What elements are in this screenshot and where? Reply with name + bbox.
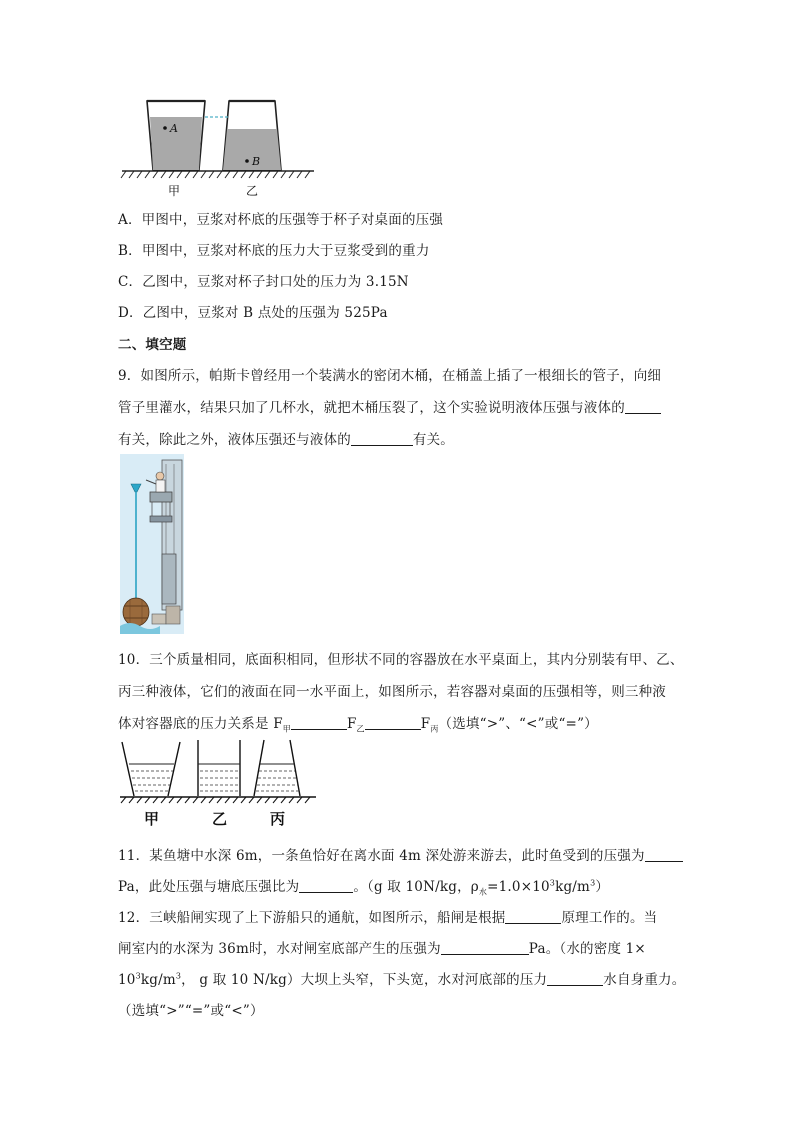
q11-line1 [118,844,683,864]
q12-line3-end: 水自身重力。 [603,972,686,988]
q12-blank-1[interactable] [505,909,561,924]
q11-close: ） [595,879,610,895]
q11-exp-3a: 3 [549,878,556,888]
q12-line2-text: 闸室内的水深为 36m时，水对闸室底部产生的压强为 [118,941,441,957]
q10-line3-end: （选填“>”、“<”或“=”） [438,716,598,732]
f-letter-2: F [346,716,357,732]
container-jia-label: 甲 [144,810,160,828]
q9-blank-2[interactable] [351,431,413,446]
q11-blank-2[interactable] [299,878,353,893]
q10-blank-1[interactable] [291,715,347,730]
option-b: B．甲图中，豆浆对杯底的压力大于豆浆受到的重力 [118,243,430,259]
q10-blank-2[interactable] [365,715,421,730]
q10-line3-text: 体对容器底的压力关系是 F [118,716,283,732]
q12-line1-end: 原理工作的。当 [561,910,658,926]
q10-line2: 丙三种液体，它们的液面在同一水平面上，如图所示，若容器对桌面的压强相等，则三种液 [118,684,666,700]
q12-line4: （选填“>”“=”或“<”） [118,1003,264,1019]
point-a-label: A [170,122,178,135]
q12-blank-2[interactable] [441,940,529,955]
q11-density: =1.0×10 [487,879,550,895]
container-bing-label: 丙 [270,810,286,828]
f-letter-3: F [420,716,431,732]
f-sub-jia: 甲 [282,724,291,734]
q12-line3 [118,968,685,988]
q12-line3-text: ， g 取 10 N/kg）大坝上头窄，下头宽，水对河底部的压力 [181,972,548,988]
q11-line2-given: 。（g 取 10N/kg，ρ [353,879,479,895]
q12-exp-3a: 3 [135,971,141,981]
q9-blank-1[interactable] [625,399,661,414]
point-b-label: B [252,155,261,168]
option-d: D．乙图中，豆浆对 B 点处的压强为 525Pa [118,305,388,321]
q12-line2-end: Pa。（水的密度 1× [528,941,646,957]
cups-figure [118,92,318,200]
q9-line3-text: 有关，除此之外，液体压强还与液体的 [118,432,351,448]
q10-line3 [118,712,598,735]
q12-line3-unit: kg/m [140,972,176,988]
container-yi-label: 乙 [212,810,228,828]
q12-exp-3b: 3 [175,971,182,981]
f-sub-yi: 乙 [356,724,365,734]
pascal-barrel-figure [120,454,184,634]
q9-line2-text: 管子里灌水，结果只加了几杯水，就把木桶压裂了，这个实验说明液体压强与液体的 [118,400,625,416]
q9-line2 [118,396,661,416]
q11-line2 [118,875,609,898]
q12-line1 [118,906,657,926]
f-sub-bing: 丙 [430,724,439,734]
cup-jia-label: 甲 [168,184,181,198]
option-c: C．乙图中，豆浆对杯子封口处的压力为 3.15N [118,274,409,290]
section-heading: 二、填空题 [118,337,187,353]
q11-exp-3b: 3 [590,878,596,888]
q11-unit: kg/m [555,879,591,895]
q11-line1-text: 11．某鱼塘中水深 6m，一条鱼恰好在离水面 4m 深处游来游去，此时鱼受到的压强为 [118,848,645,864]
q9-line3-end: 有关。 [412,432,455,448]
containers-figure [118,736,318,828]
rho-water-sub: 水 [478,887,488,897]
q12-line3-ten: 10 [118,972,136,988]
q12-blank-3[interactable] [547,971,603,986]
q9-line1: 9．如图所示，帕斯卡曾经用一个装满水的密闭木桶，在桶盖上插了一根细长的管子，向细 [118,368,662,384]
q12-line2 [118,937,646,957]
q9-line3 [118,428,454,448]
q11-line2-text: Pa，此处压强与塘底压强比为 [118,879,300,895]
q12-line1-text: 12．三峡船闸实现了上下游船只的通航，如图所示，船闸是根据 [118,910,506,926]
option-a: A．甲图中，豆浆对杯底的压强等于杯子对桌面的压强 [118,212,444,228]
cup-yi-label: 乙 [246,184,259,198]
q10-line1: 10．三个质量相同，底面积相同，但形状不同的容器放在水平桌面上，其内分别装有甲、乙、 [118,652,684,668]
q11-blank-1[interactable] [645,847,683,862]
